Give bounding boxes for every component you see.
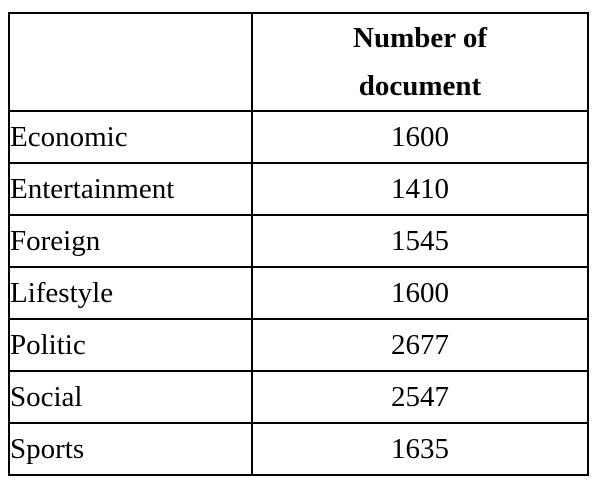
category-cell: Entertainment bbox=[9, 163, 252, 215]
category-cell: Foreign bbox=[9, 215, 252, 267]
table-header-row bbox=[9, 13, 588, 111]
count-cell: 1600 bbox=[252, 267, 588, 319]
table-row bbox=[9, 111, 588, 163]
count-cell: 1545 bbox=[252, 215, 588, 267]
count-cell: 1410 bbox=[252, 163, 588, 215]
category-cell: Politic bbox=[9, 319, 252, 371]
table-row bbox=[9, 215, 588, 267]
header-corner-cell bbox=[9, 13, 252, 111]
category-cell: Sports bbox=[9, 423, 252, 475]
header-label-line1: Number of bbox=[353, 22, 487, 54]
header-label-line2: document bbox=[358, 70, 482, 102]
count-cell: 1635 bbox=[252, 423, 588, 475]
document-count-table bbox=[8, 12, 589, 476]
table-row bbox=[9, 423, 588, 475]
table-row bbox=[9, 319, 588, 371]
count-cell: 2677 bbox=[252, 319, 588, 371]
table-row bbox=[9, 371, 588, 423]
table-row bbox=[9, 163, 588, 215]
header-number-of-document bbox=[252, 13, 588, 111]
document-table-container bbox=[8, 12, 589, 476]
count-cell: 2547 bbox=[252, 371, 588, 423]
category-cell: Lifestyle bbox=[9, 267, 252, 319]
category-cell: Social bbox=[9, 371, 252, 423]
table-row bbox=[9, 267, 588, 319]
category-cell: Economic bbox=[9, 111, 252, 163]
count-cell: 1600 bbox=[252, 111, 588, 163]
